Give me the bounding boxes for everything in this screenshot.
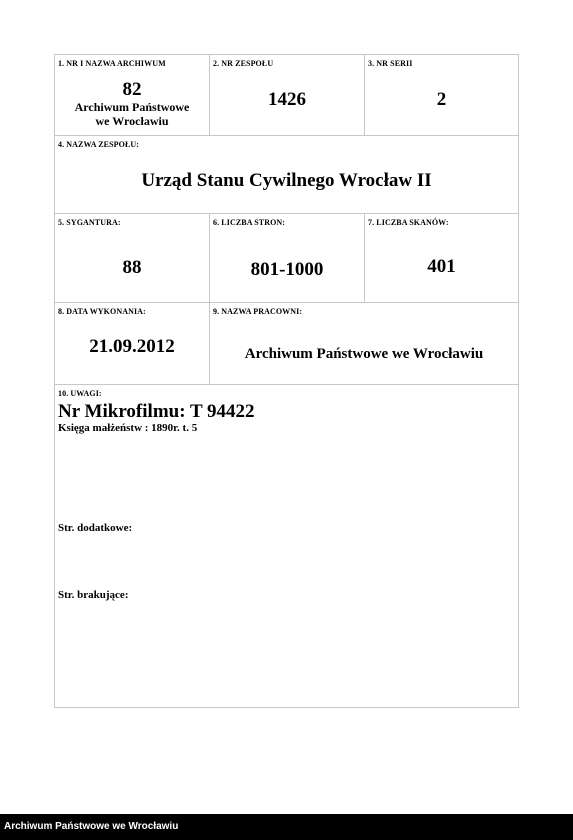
fond-name: Urząd Stanu Cywilnego Wrocław II [141, 170, 432, 191]
fond-name-label: 4. NAZWA ZESPOŁU: [58, 140, 140, 149]
footer-bar: Archiwum Państwowe we Wrocławiu [0, 814, 573, 840]
archive-cell [55, 55, 210, 136]
archive-name-line2: we Wrocławiu [95, 114, 169, 128]
remarks-cell [55, 385, 518, 707]
scans-value: 401 [427, 256, 456, 277]
workshop-cell [210, 303, 518, 385]
series-number: 2 [436, 89, 447, 110]
scans-cell [365, 214, 518, 303]
archive-label: 1. NR I NAZWA ARCHIWUM [58, 59, 166, 68]
series-cell [365, 55, 518, 136]
pages-cell [210, 214, 365, 303]
fond-name-cell [55, 136, 518, 214]
extra-pages-label: Str. dodatkowe: [58, 522, 133, 534]
date-label: 8. DATA WYKONANIA: [58, 307, 146, 316]
fond-number-cell [210, 55, 365, 136]
pages-label: 6. LICZBA STRON: [213, 218, 286, 227]
microfilm-number: Nr Mikrofilmu: T 94422 [58, 401, 255, 422]
fond-number: 1426 [268, 89, 306, 110]
signature-value: 88 [122, 257, 142, 278]
missing-pages-label: Str. brakujące: [58, 589, 129, 601]
book-description: Księga małżeństw : 1890r. t. 5 [58, 422, 198, 434]
workshop-label: 9. NAZWA PRACOWNI: [213, 307, 303, 316]
archive-number: 82 [122, 79, 142, 100]
workshop-value: Archiwum Państwowe we Wrocławiu [244, 346, 484, 362]
metadata-card [54, 54, 519, 708]
date-value: 21.09.2012 [89, 336, 175, 357]
pages-value: 801-1000 [250, 259, 324, 280]
date-cell [55, 303, 210, 385]
remarks-label: 10. UWAGI: [58, 389, 102, 398]
signature-cell [55, 214, 210, 303]
series-label: 3. NR SERII [368, 59, 413, 68]
fond-number-label: 2. NR ZESPOŁU [213, 59, 274, 68]
signature-label: 5. SYGANTURA: [58, 218, 121, 227]
archive-name-line1: Archiwum Państwowe [74, 100, 190, 114]
scans-label: 7. LICZBA SKANÓW: [368, 218, 449, 227]
